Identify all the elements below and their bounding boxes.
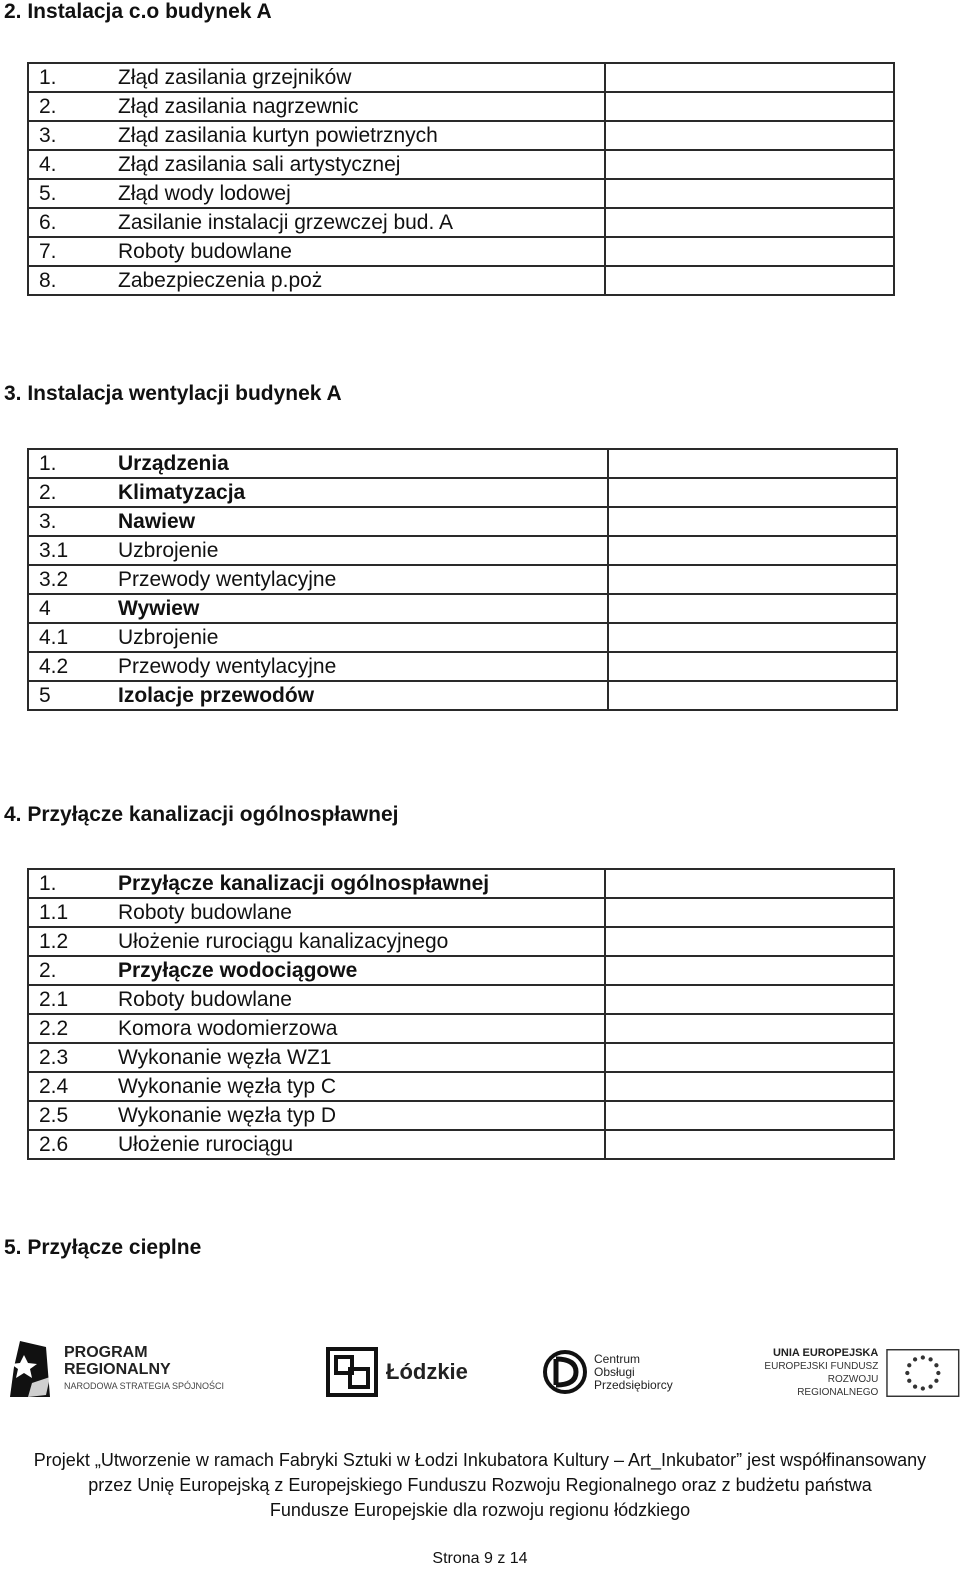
row-label: Komora wodomierzowa (118, 1014, 605, 1043)
row-value-cell (605, 1130, 894, 1159)
table-row (28, 92, 894, 121)
footer-line: Projekt „Utworzenie w ramach Fabryki Sztuki w Łodzi Inkubatora Kultury – Art_Inkubator” jest współfinansowany (33, 1450, 927, 1470)
table-row (28, 1101, 894, 1130)
page-number: Strona 9 z 14 (432, 1550, 528, 1567)
row-value-cell (605, 1014, 894, 1043)
row-value-cell (605, 208, 894, 237)
row-value-cell (605, 869, 894, 898)
row-number: 2. (28, 478, 118, 507)
row-label: Złąd zasilania sali artystycznej (118, 150, 605, 179)
row-number: 2.3 (28, 1043, 118, 1072)
row-number: 2.1 (28, 985, 118, 1014)
eu-logo (748, 1347, 960, 1399)
row-label: Wykonanie węzła WZ1 (118, 1043, 605, 1072)
table-row (28, 594, 897, 623)
row-number: 1. (28, 449, 118, 478)
table-row (28, 898, 894, 927)
row-label: Zabezpieczenia p.poż (118, 266, 605, 295)
row-label: Urządzenia (118, 449, 608, 478)
row-value-cell (605, 1043, 894, 1072)
row-number: 2.6 (28, 1130, 118, 1159)
items-table (27, 62, 895, 296)
table-row (28, 536, 897, 565)
items-table (27, 868, 895, 1160)
row-number: 1.1 (28, 898, 118, 927)
row-label: Złąd wody lodowej (118, 179, 605, 208)
table-row (28, 985, 894, 1014)
eu-flag-icon (886, 1348, 960, 1398)
row-number: 4.2 (28, 652, 118, 681)
table-row (28, 449, 897, 478)
row-label: Roboty budowlane (118, 237, 605, 266)
row-value-cell (608, 536, 897, 565)
row-number: 5. (28, 179, 118, 208)
row-label: Klimatyzacja (118, 478, 608, 507)
row-value-cell (608, 507, 897, 536)
table-row (28, 1072, 894, 1101)
table-row (28, 927, 894, 956)
logo-text: Przedsiębiorcy (594, 1377, 673, 1392)
logo-text: Obsługi (594, 1364, 635, 1379)
row-label: Ułożenie rurociągu (118, 1130, 605, 1159)
items-table (27, 448, 898, 711)
row-value-cell (608, 681, 897, 710)
row-value-cell (605, 237, 894, 266)
row-number: 1. (28, 869, 118, 898)
row-label: Roboty budowlane (118, 985, 605, 1014)
row-label: Przyłącze kanalizacji ogólnospławnej (118, 869, 605, 898)
table-row (28, 507, 897, 536)
table-row (28, 266, 894, 295)
centrum-emblem-icon (542, 1349, 588, 1395)
table-row (28, 956, 894, 985)
row-label: Roboty budowlane (118, 898, 605, 927)
row-label: Nawiew (118, 507, 608, 536)
row-value-cell (605, 1072, 894, 1101)
row-value-cell (605, 63, 894, 92)
centrum-logo (542, 1349, 673, 1395)
logo-text: Łódzkie (386, 1359, 468, 1384)
logo-text: EUROPEJSKI FUNDUSZ (764, 1361, 879, 1372)
table-row (28, 63, 894, 92)
row-value-cell (605, 121, 894, 150)
table-row (28, 1014, 894, 1043)
table-row (28, 179, 894, 208)
row-label: Przewody wentylacyjne (118, 565, 608, 594)
row-value-cell (608, 478, 897, 507)
row-value-cell (605, 956, 894, 985)
row-number: 3. (28, 121, 118, 150)
row-number: 1.2 (28, 927, 118, 956)
row-value-cell (605, 898, 894, 927)
row-label: Uzbrojenie (118, 623, 608, 652)
row-label: Przewody wentylacyjne (118, 652, 608, 681)
table-row (28, 652, 897, 681)
row-value-cell (605, 179, 894, 208)
row-label: Przyłącze wodociągowe (118, 956, 605, 985)
row-number: 3.1 (28, 536, 118, 565)
table-row (28, 150, 894, 179)
footer-line: przez Unię Europejską z Europejskiego Funduszu Rozwoju Regionalnego oraz z budżetu państwa (88, 1475, 872, 1495)
table-row (28, 1043, 894, 1072)
table-row (28, 237, 894, 266)
lodzkie-emblem-icon (326, 1347, 378, 1397)
footer-line: Fundusze Europejskie dla rozwoju regionu łódzkiego (269, 1500, 691, 1520)
row-label: Złąd zasilania grzejników (118, 63, 605, 92)
row-value-cell (605, 1101, 894, 1130)
table-row (28, 623, 897, 652)
logo-text: Centrum (594, 1351, 641, 1366)
row-number: 2.4 (28, 1072, 118, 1101)
row-number: 4.1 (28, 623, 118, 652)
logo-text: ROZWOJU REGIONALNEGO (797, 1374, 879, 1398)
row-number: 8. (28, 266, 118, 295)
section-heading: 3. Instalacja wentylacji budynek A (4, 382, 342, 405)
row-value-cell (608, 652, 897, 681)
table-row (28, 869, 894, 898)
logo-text: PROGRAM (64, 1343, 148, 1361)
table-row (28, 208, 894, 237)
row-label: Złąd zasilania kurtyn powietrznych (118, 121, 605, 150)
row-label: Wykonanie węzła typ C (118, 1072, 605, 1101)
row-value-cell (605, 150, 894, 179)
row-number: 2.2 (28, 1014, 118, 1043)
row-value-cell (605, 985, 894, 1014)
program-regionalny-emblem-icon (6, 1337, 54, 1401)
row-label: Zasilanie instalacji grzewczej bud. A (118, 208, 605, 237)
logo-text: UNIA EUROPEJSKA (772, 1347, 879, 1359)
row-value-cell (605, 92, 894, 121)
row-value-cell (608, 623, 897, 652)
table-row (28, 681, 897, 710)
row-number: 2. (28, 956, 118, 985)
row-label: Uzbrojenie (118, 536, 608, 565)
row-value-cell (608, 449, 897, 478)
row-label: Wykonanie węzła typ D (118, 1101, 605, 1130)
row-label: Ułożenie rurociągu kanalizacyjnego (118, 927, 605, 956)
row-label: Izolacje przewodów (118, 681, 608, 710)
table-row (28, 1130, 894, 1159)
row-number: 2.5 (28, 1101, 118, 1130)
program-regionalny-logo (6, 1337, 224, 1401)
row-label: Wywiew (118, 594, 608, 623)
row-number: 6. (28, 208, 118, 237)
section-heading: 2. Instalacja c.o budynek A (4, 0, 272, 23)
table-row (28, 565, 897, 594)
table-row (28, 121, 894, 150)
row-number: 3. (28, 507, 118, 536)
table-row (28, 478, 897, 507)
section-heading: 5. Przyłącze cieplne (4, 1236, 202, 1259)
row-number: 2. (28, 92, 118, 121)
row-value-cell (608, 565, 897, 594)
logo-text: NARODOWA STRATEGIA SPÓJNOŚCI (64, 1380, 225, 1391)
logo-strip (0, 1335, 960, 1415)
row-number: 3.2 (28, 565, 118, 594)
row-number: 1. (28, 63, 118, 92)
lodzkie-logo (326, 1347, 468, 1397)
section-heading: 4. Przyłącze kanalizacji ogólnospławnej (4, 803, 399, 826)
row-value-cell (608, 594, 897, 623)
row-number: 7. (28, 237, 118, 266)
logo-text: REGIONALNY (64, 1360, 171, 1378)
row-number: 5 (28, 681, 118, 710)
row-number: 4. (28, 150, 118, 179)
row-value-cell (605, 266, 894, 295)
row-label: Złąd zasilania nagrzewnic (118, 92, 605, 121)
row-value-cell (605, 927, 894, 956)
row-number: 4 (28, 594, 118, 623)
